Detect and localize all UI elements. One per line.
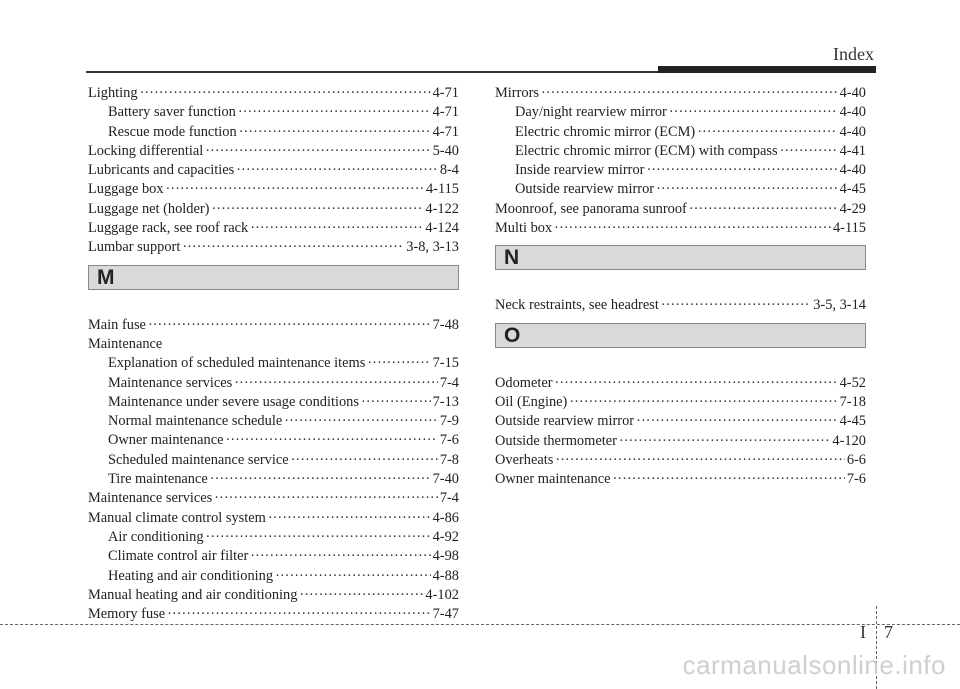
index-entry <box>88 316 459 335</box>
index-entry <box>495 470 866 489</box>
dot-leader <box>541 84 838 103</box>
dot-leader <box>250 219 423 238</box>
entry-text: Oil (Engine) <box>495 393 568 410</box>
section-header-n <box>495 245 866 270</box>
index-subentry <box>88 470 459 489</box>
entry-page-ref: 7-6 <box>846 471 866 488</box>
entry-page-ref: 4-122 <box>425 200 459 217</box>
dot-leader <box>636 412 838 431</box>
entry-text: Owner maintenance <box>108 432 224 449</box>
entry-text: Electric chromic mirror (ECM) with compass <box>515 142 778 159</box>
index-entry <box>495 296 866 315</box>
section-header-o <box>495 323 866 348</box>
entry-text: Main fuse <box>88 316 146 333</box>
entry-text: Overheats <box>495 451 554 468</box>
index-entry <box>88 605 459 624</box>
entry-page-ref: 7-6 <box>439 432 459 449</box>
watermark: carmanualsonline.info <box>682 650 946 680</box>
entry-page-ref: 3-5, 3-14 <box>813 297 866 314</box>
index-entry <box>88 161 459 180</box>
dot-leader <box>361 393 431 412</box>
dot-leader <box>238 103 431 122</box>
dot-leader <box>689 200 838 219</box>
entry-page-ref: 4-102 <box>425 586 459 603</box>
entry-text: Luggage box <box>88 181 164 198</box>
index-entry <box>495 451 866 470</box>
index-subentry <box>88 354 459 373</box>
entry-page-ref: 5-40 <box>432 142 459 159</box>
entry-text: Lighting <box>88 85 138 101</box>
entry-page-ref: 7-18 <box>839 393 866 410</box>
dot-leader <box>239 123 431 142</box>
dot-leader <box>211 200 423 219</box>
section-letter: M <box>97 265 115 289</box>
index-entry <box>88 489 459 508</box>
entry-page-ref: 7-4 <box>439 374 459 391</box>
entry-text: Locking differential <box>88 142 204 159</box>
index-column-right <box>495 84 866 489</box>
index-subentry <box>88 528 459 547</box>
index-entry <box>495 374 866 393</box>
index-subentry <box>88 103 459 122</box>
index-entry <box>88 142 459 161</box>
index-entry <box>495 219 866 238</box>
entry-page-ref: 4-40 <box>839 104 866 121</box>
entry-page-ref: 7-4 <box>439 490 459 507</box>
entry-page-ref: 7-13 <box>432 393 459 410</box>
entry-page-ref: 7-8 <box>439 451 459 468</box>
dot-leader <box>780 142 838 161</box>
index-entry <box>88 219 459 238</box>
entry-text: Tire maintenance <box>108 471 208 488</box>
entry-page-ref: 4-45 <box>839 181 866 198</box>
index-subentry <box>495 180 866 199</box>
index-subentry <box>88 567 459 586</box>
index-subentry <box>88 412 459 431</box>
dot-leader <box>291 451 438 470</box>
page-header-title: Index <box>833 44 874 64</box>
dot-leader <box>299 586 423 605</box>
entry-text: Normal maintenance schedule <box>108 413 283 430</box>
entry-page-ref: 7-9 <box>439 413 459 430</box>
entry-text: Moonroof, see panorama sunroof <box>495 200 687 217</box>
footer-page-number: 7 <box>884 622 893 642</box>
entry-page-ref: 4-92 <box>432 528 459 545</box>
entry-text: Manual heating and air conditioning <box>88 586 298 603</box>
entry-page-ref: 4-40 <box>839 85 866 101</box>
entry-text: Heating and air conditioning <box>108 567 274 584</box>
dot-leader <box>555 374 838 393</box>
dot-leader <box>612 470 844 489</box>
index-entry <box>88 180 459 199</box>
entry-text: Mirrors <box>495 85 539 101</box>
dot-leader <box>646 161 837 180</box>
index-entry <box>88 335 459 354</box>
entry-page-ref: 4-45 <box>839 413 866 430</box>
index-entry <box>88 586 459 605</box>
index-entry <box>88 238 459 257</box>
index-subentry <box>88 123 459 142</box>
dot-leader <box>268 509 431 528</box>
dot-leader <box>367 354 430 373</box>
entry-text: Odometer <box>495 374 553 391</box>
dot-leader <box>236 161 438 180</box>
dot-leader <box>284 412 438 431</box>
entry-text: Inside rearview mirror <box>515 162 645 179</box>
section-header-m <box>88 265 459 290</box>
header-tab-bar <box>658 66 876 73</box>
entry-text: Outside rearview mirror <box>515 181 655 198</box>
entry-text: Electric chromic mirror (ECM) <box>515 123 696 140</box>
index-entry <box>495 393 866 412</box>
dot-leader <box>555 451 844 470</box>
section-letter: N <box>504 246 520 270</box>
entry-text: Explanation of scheduled maintenance items <box>108 355 366 372</box>
entry-page-ref: 6-6 <box>846 451 866 468</box>
index-entry <box>495 412 866 431</box>
entry-text: Rescue mode function <box>108 123 237 140</box>
entry-text: Memory fuse <box>88 606 166 623</box>
entry-page-ref: 4-120 <box>832 432 866 449</box>
entry-page-ref: 4-88 <box>432 567 459 584</box>
entry-page-ref: 4-71 <box>432 85 459 101</box>
entry-page-ref: 7-47 <box>432 606 459 623</box>
entry-page-ref: 4-86 <box>432 509 459 526</box>
dot-leader <box>669 103 838 122</box>
index-subentry <box>495 161 866 180</box>
entry-page-ref: 4-71 <box>432 123 459 140</box>
dot-leader <box>554 219 831 238</box>
entry-text: Climate control air filter <box>108 548 249 565</box>
entry-text: Luggage rack, see roof rack <box>88 220 249 237</box>
index-entry <box>495 200 866 219</box>
entry-text: Maintenance under severe usage conditions <box>108 393 359 410</box>
dot-leader <box>205 142 430 161</box>
index-entry <box>88 200 459 219</box>
dot-leader <box>167 605 430 624</box>
index-entry <box>88 509 459 528</box>
entry-page-ref: 4-98 <box>432 548 459 565</box>
dot-leader <box>214 489 438 508</box>
entry-page-ref: 4-40 <box>839 123 866 140</box>
dot-leader <box>661 296 811 315</box>
entry-page-ref: 4-52 <box>839 374 866 391</box>
entry-page-ref: 4-71 <box>432 104 459 121</box>
dot-leader <box>656 180 838 199</box>
entry-text: Outside rearview mirror <box>495 413 635 430</box>
entry-text: Lubricants and capacities <box>88 162 235 179</box>
entry-page-ref: 4-124 <box>425 220 459 237</box>
entry-text: Air conditioning <box>108 528 204 545</box>
dot-leader <box>234 374 438 393</box>
index-subentry <box>88 451 459 470</box>
entry-text: Maintenance services <box>108 374 233 391</box>
entry-text: Luggage net (holder) <box>88 200 210 217</box>
entry-page-ref: 4-115 <box>832 220 866 237</box>
dot-leader <box>697 123 837 142</box>
entry-page-ref: 8-4 <box>439 162 459 179</box>
footer-rule <box>0 624 960 625</box>
dot-leader <box>182 238 404 257</box>
index-subentry <box>88 374 459 393</box>
entry-page-ref: 4-115 <box>425 181 459 198</box>
entry-page-ref: 7-40 <box>432 471 459 488</box>
entry-text: Manual climate control system <box>88 509 266 526</box>
index-entry <box>88 84 459 103</box>
dot-leader <box>166 180 424 199</box>
entry-page-ref: 7-15 <box>432 355 459 372</box>
dot-leader <box>148 316 431 335</box>
index-column-left <box>88 84 459 624</box>
index-subentry <box>495 123 866 142</box>
entry-text: Multi box <box>495 220 553 237</box>
entry-text: Neck restraints, see headrest <box>495 297 659 314</box>
entry-text: Maintenance <box>88 335 163 352</box>
index-subentry <box>495 103 866 122</box>
index-entry <box>495 432 866 451</box>
entry-page-ref: 4-29 <box>839 200 866 217</box>
entry-text: Outside thermometer <box>495 432 617 449</box>
entry-page-ref: 3-8, 3-13 <box>406 239 459 256</box>
dot-leader <box>206 528 431 547</box>
dot-leader <box>275 567 431 586</box>
dot-leader <box>569 393 837 412</box>
entry-text: Day/night rearview mirror <box>515 104 667 121</box>
entry-text: Maintenance services <box>88 490 213 507</box>
entry-page-ref: 7-48 <box>432 316 459 333</box>
entry-text: Battery saver function <box>108 104 236 121</box>
entry-page-ref: 4-40 <box>839 162 866 179</box>
index-subentry <box>495 142 866 161</box>
dot-leader <box>140 84 431 103</box>
dot-leader <box>210 470 431 489</box>
entry-text: Scheduled maintenance service <box>108 451 289 468</box>
dot-leader <box>225 431 437 450</box>
entry-page-ref: 4-41 <box>839 142 866 159</box>
dot-leader <box>250 547 430 566</box>
index-subentry <box>88 393 459 412</box>
section-letter: O <box>504 323 521 347</box>
index-subentry <box>88 431 459 450</box>
entry-text: Lumbar support <box>88 239 181 256</box>
footer-section-letter: I <box>860 622 866 642</box>
dot-leader <box>619 432 831 451</box>
index-entry <box>495 84 866 103</box>
entry-text: Owner maintenance <box>495 471 611 488</box>
index-subentry <box>88 547 459 566</box>
